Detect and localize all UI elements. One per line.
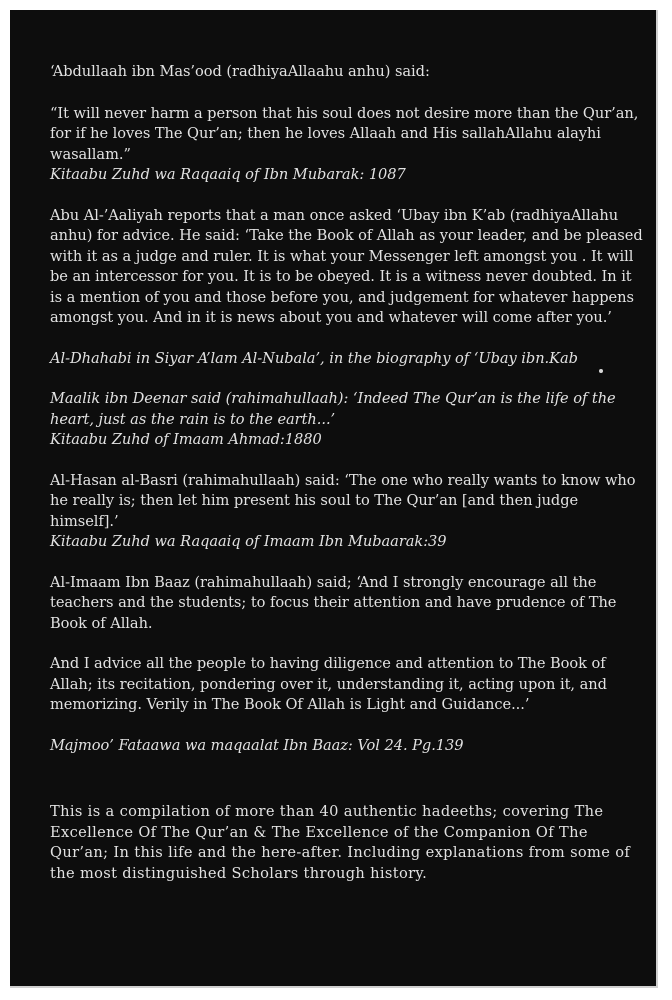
quote5-source: Majmoo’ Fataawa wa maqaalat Ibn Baaz: Vol 24. Pg.139	[50, 736, 464, 754]
quote1-text: “It will never harm a person that his soul does not desire more than the Qur’an, for if he loves The Qur’an; then he loves Allaah and His sallahAllahu alayhi wasallam.”	[50, 104, 639, 163]
quote4-source: Kitaabu Zuhd wa Raqaaiq of Imaam Ibn Mubaarak:39	[50, 533, 447, 550]
closing-summary: This is a compilation of more than 40 authentic hadeeths; covering The Excellence Of The Qur’an & The Excellence of the Companion Of The Qur’an; In this life and the here-after. Including explanations from some of the most distinguished Scholars through history.	[50, 803, 631, 882]
quote2-text: Abu Al-’Aaliyah reports that a man once asked ‘Ubay ibn K’ab (radhiyaAllahu anhu) for advice. He said: ‘Take the Book of Allah as your leader, and be pleased with it as a judge and ruler. It is what your Messenger left amongst you . It will be an intercessor for you. It is to be obeyed. It is a witness never doubted. In it is a mention of you and those before you, and judgement for whatever happens amongst you. And in it is news about you and whatever will come after you.’	[50, 206, 643, 326]
quote1-intro: ‘Abdullaah ibn Mas’ood (radhiyaAllaahu anhu) said:	[50, 63, 430, 80]
quote5-text-part2: And I advice all the people to having diligence and attention to The Book of Allah; its recitation, pondering over it, understanding it, acting upon it, and memorizing. Verily in The Book Of Allah is Light and Guidance...’	[50, 655, 607, 713]
quote3-source: Kitaabu Zuhd of Imaam Ahmad:1880	[50, 431, 322, 448]
book-back-cover	[10, 10, 658, 988]
quote1-source: Kitaabu Zuhd wa Raqaaiq of Ibn Mubarak: 1087	[50, 166, 406, 183]
quote2-source: Al-Dhahabi in Siyar A’lam Al-Nubala’, in the biography of ‘Ubay ibn.Kab	[50, 349, 578, 367]
cover-text	[50, 62, 648, 884]
dust-speck	[599, 369, 603, 373]
quote3-text: Maalik ibn Deenar said (rahimahullaah): ‘Indeed The Qur’an is the life of the heart, just as the rain is to the earth...’	[50, 390, 616, 428]
quote5-text-part1: Al-Imaam Ibn Baaz (rahimahullaah) said; ‘And I strongly encourage all the teachers and the students; to focus their attention and have prudence of The Book of Allah.	[50, 573, 617, 632]
quote4-text: Al-Hasan al-Basri (rahimahullaah) said: ‘The one who really wants to know who he really is; then let him present his soul to The Qur’an [and then judge himself].’	[50, 471, 636, 530]
